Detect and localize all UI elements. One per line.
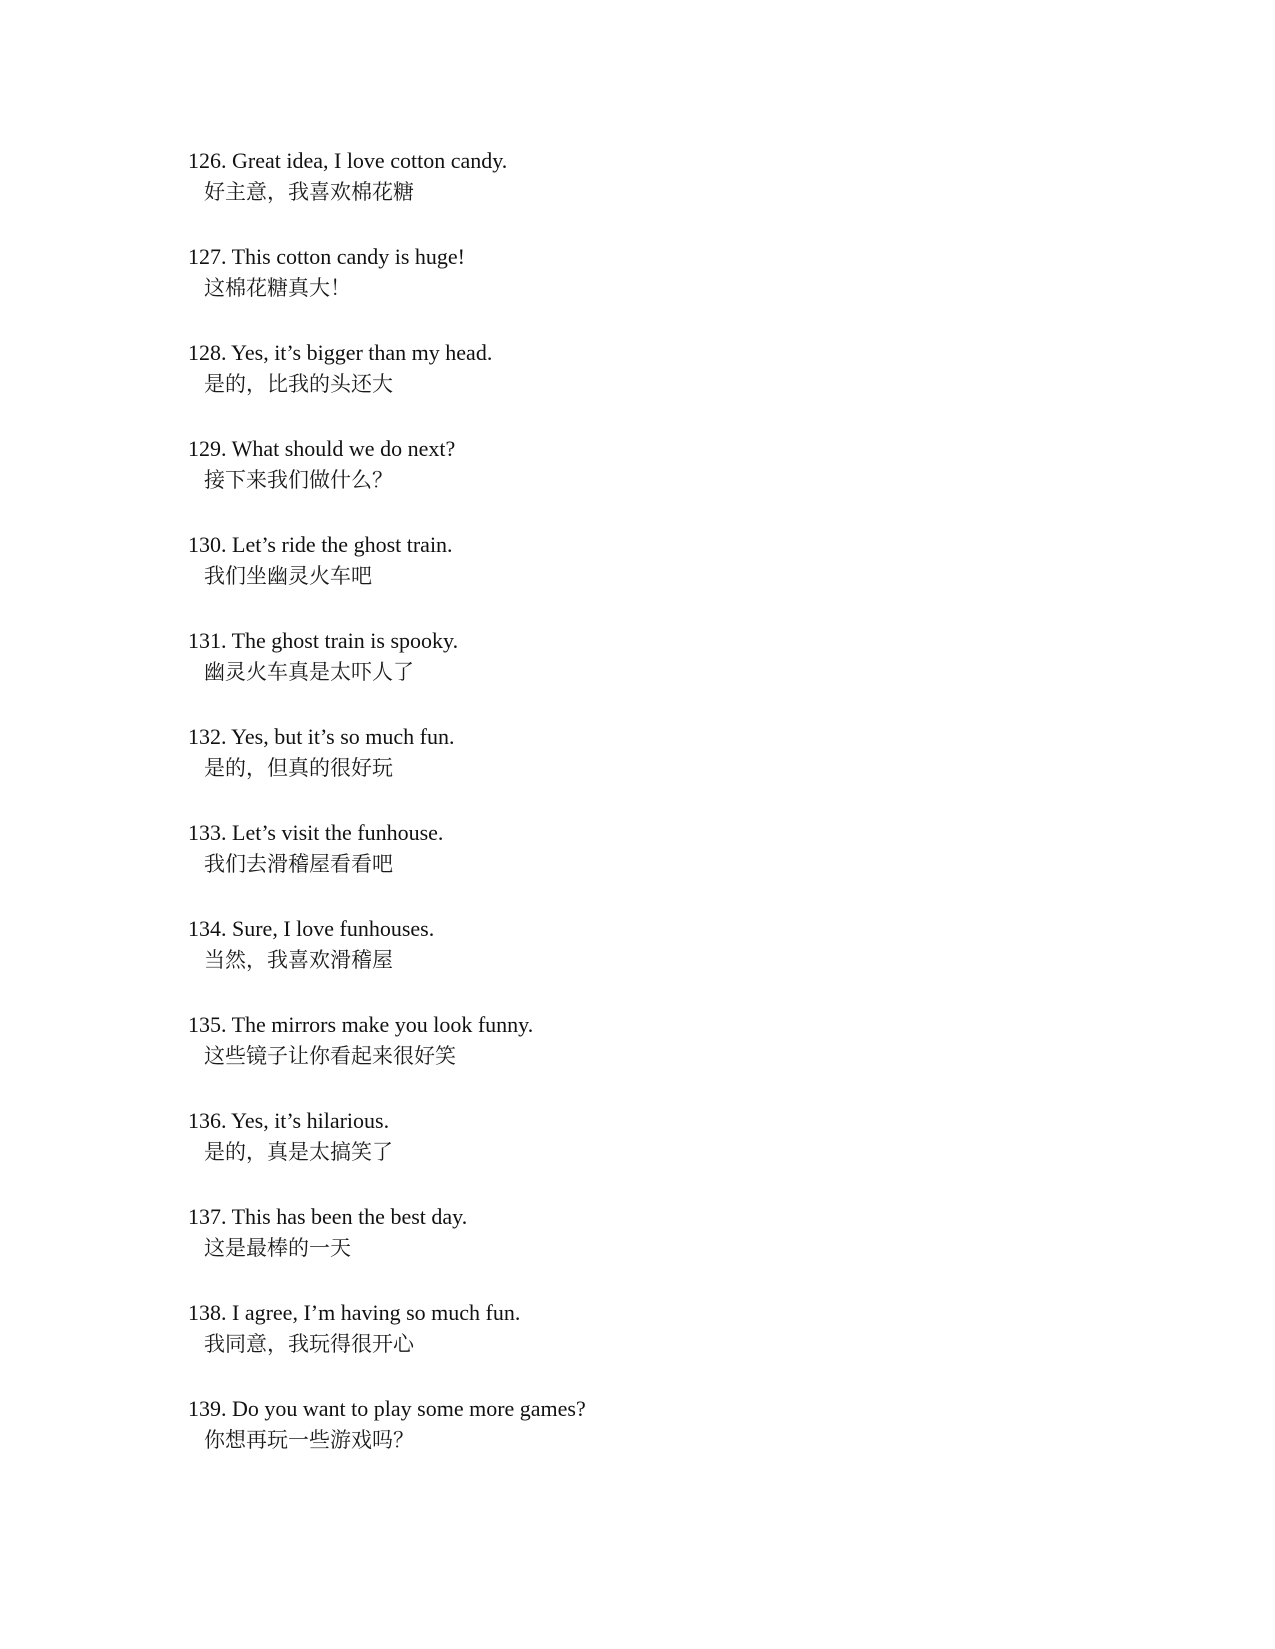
phrase-english: 128. Yes, it’s bigger than my head.: [188, 340, 493, 365]
phrase-chinese: 这些镜子让你看起来很好笑: [204, 1044, 456, 1068]
phrase-chinese: 幽灵火车真是太吓人了: [204, 660, 414, 684]
phrase-english: 126. Great idea, I love cotton candy.: [188, 148, 508, 173]
phrase-item: [188, 1394, 1088, 1490]
phrase-chinese: 接下来我们做什么？: [204, 468, 393, 492]
phrase-english: 137. This has been the best day.: [188, 1204, 468, 1229]
phrase-english: 127. This cotton candy is huge!: [188, 244, 465, 269]
phrase-chinese: 好主意，我喜欢棉花糖: [204, 180, 414, 204]
phrase-item: [188, 626, 1088, 722]
phrase-chinese: 这是最棒的一天: [204, 1236, 351, 1260]
phrase-chinese: 是的，比我的头还大: [204, 372, 393, 396]
phrase-english: 130. Let’s ride the ghost train.: [188, 532, 453, 557]
phrase-chinese: 我同意，我玩得很开心: [204, 1332, 414, 1356]
phrase-english: 129. What should we do next?: [188, 436, 456, 461]
phrase-english: 138. I agree, I’m having so much fun.: [188, 1300, 521, 1325]
phrase-item: [188, 434, 1088, 530]
phrase-chinese: 我们坐幽灵火车吧: [204, 564, 372, 588]
phrase-english: 133. Let’s visit the funhouse.: [188, 820, 444, 845]
phrase-item: [188, 242, 1088, 338]
phrase-item: [188, 338, 1088, 434]
phrase-chinese: 这棉花糖真大！: [204, 276, 351, 300]
phrase-item: [188, 722, 1088, 818]
phrase-english: 134. Sure, I love funhouses.: [188, 916, 435, 941]
phrase-item: [188, 1298, 1088, 1394]
phrase-chinese: 是的，真是太搞笑了: [204, 1140, 393, 1164]
phrase-item: [188, 1202, 1088, 1298]
phrase-english: 135. The mirrors make you look funny.: [188, 1012, 534, 1037]
phrase-item: [188, 818, 1088, 914]
phrase-chinese: 你想再玩一些游戏吗？: [204, 1428, 414, 1452]
phrase-item: [188, 1106, 1088, 1202]
phrase-list: [188, 146, 1088, 1490]
phrase-chinese: 当然，我喜欢滑稽屋: [204, 948, 393, 972]
phrase-english: 136. Yes, it’s hilarious.: [188, 1108, 390, 1133]
phrase-chinese: 是的，但真的很好玩: [204, 756, 393, 780]
phrase-english: 132. Yes, but it’s so much fun.: [188, 724, 455, 749]
phrase-item: [188, 914, 1088, 1010]
phrase-english: 131. The ghost train is spooky.: [188, 628, 459, 653]
phrase-item: [188, 1010, 1088, 1106]
phrase-chinese: 我们去滑稽屋看看吧: [204, 852, 393, 876]
phrase-item: [188, 146, 1088, 242]
phrase-english: 139. Do you want to play some more games?: [188, 1396, 586, 1421]
phrase-item: [188, 530, 1088, 626]
